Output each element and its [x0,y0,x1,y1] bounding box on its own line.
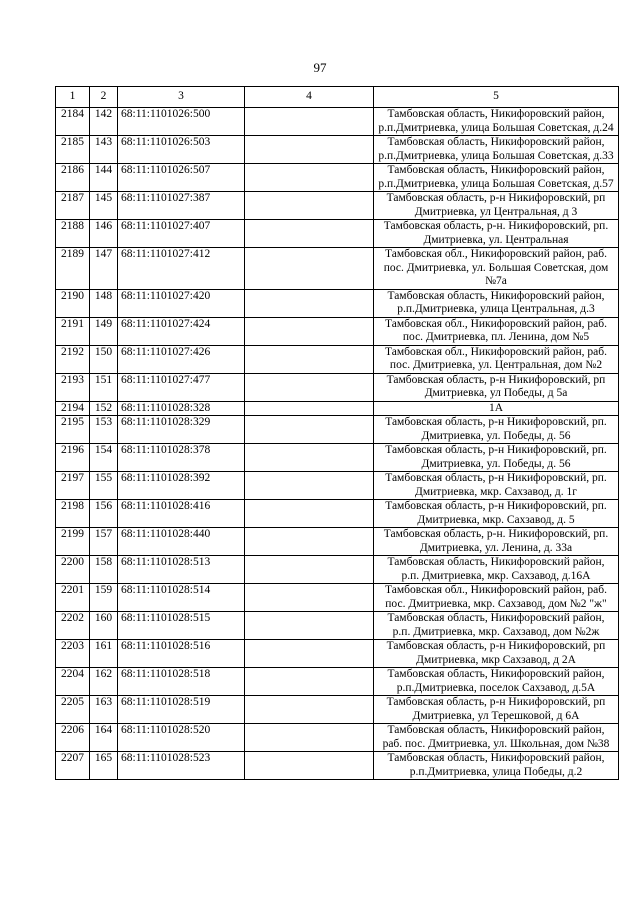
row-index: 163 [90,696,118,724]
row-index: 152 [90,401,118,416]
address: Тамбовская область, Никифоровский район, р.п.Дмитриевка, улица Большая Советская, д.24 [374,108,619,136]
column-4-cell [245,317,374,345]
address: Тамбовская область, Никифоровский район, р.п.Дмитриевка, улица Победы, д.2 [374,752,619,780]
table-row [56,317,619,345]
table-row [56,289,619,317]
table-row [56,528,619,556]
column-4-cell [245,612,374,640]
row-number: 2185 [56,136,90,164]
column-4-cell [245,164,374,192]
row-number: 2202 [56,612,90,640]
row-index: 148 [90,289,118,317]
cadastral-number: 68:11:1101028:440 [118,528,245,556]
address: Тамбовская область, Никифоровский район, р.п. Дмитриевка, мкр. Сахзавод, дом №2ж [374,612,619,640]
table-row [56,612,619,640]
address: Тамбовская область, Никифоровский район, раб. пос. Дмитриевка, ул. Школьная, дом №38 [374,724,619,752]
row-number: 2201 [56,584,90,612]
column-4-cell [245,373,374,401]
row-number: 2198 [56,500,90,528]
cadastral-number: 68:11:1101026:503 [118,136,245,164]
table-row [56,164,619,192]
table-row [56,444,619,472]
row-index: 149 [90,317,118,345]
row-index: 144 [90,164,118,192]
header-col-2: 2 [90,87,118,108]
cadastral-number: 68:11:1101026:507 [118,164,245,192]
column-4-cell [245,528,374,556]
row-number: 2196 [56,444,90,472]
address: Тамбовская область, Никифоровский район, р.п.Дмитриевка, поселок Сахзавод, д.5А [374,668,619,696]
column-4-cell [245,444,374,472]
column-4-cell [245,289,374,317]
row-index: 143 [90,136,118,164]
row-number: 2200 [56,556,90,584]
row-index: 145 [90,192,118,220]
address: Тамбовская область, Никифоровский район, р.п. Дмитриевка, мкр. Сахзавод, д.16А [374,556,619,584]
column-4-cell [245,248,374,290]
row-index: 157 [90,528,118,556]
address: Тамбовская обл., Никифоровский район, раб. пос. Дмитриевка, ул. Большая Советская, дом №7а [374,248,619,290]
cadastral-number: 68:11:1101026:500 [118,108,245,136]
address: Тамбовская обл., Никифоровский район, раб. пос. Дмитриевка, пл. Ленина, дом №5 [374,317,619,345]
table-row [56,345,619,373]
cadastral-number: 68:11:1101027:426 [118,345,245,373]
row-number: 2191 [56,317,90,345]
cadastral-number: 68:11:1101028:329 [118,416,245,444]
row-number: 2199 [56,528,90,556]
address: Тамбовская область, Никифоровский район, р.п.Дмитриевка, улица Большая Советская, д.57 [374,164,619,192]
cadastral-number: 68:11:1101028:514 [118,584,245,612]
column-4-cell [245,640,374,668]
table-row [56,696,619,724]
row-index: 165 [90,752,118,780]
column-4-cell [245,556,374,584]
row-index: 147 [90,248,118,290]
row-number: 2190 [56,289,90,317]
table-row [56,373,619,401]
address: Тамбовская область, р-н Никифоровский, рп Дмитриевка, ул Терешковой, д 6А [374,696,619,724]
column-4-cell [245,220,374,248]
row-index: 158 [90,556,118,584]
address: Тамбовская область, р-н. Никифоровский, рп. Дмитриевка, ул. Ленина, д. 33а [374,528,619,556]
cadastral-number: 68:11:1101028:520 [118,724,245,752]
row-number: 2195 [56,416,90,444]
address: Тамбовская область, р-н Никифоровский, рп Дмитриевка, ул Центральная, д 3 [374,192,619,220]
row-index: 160 [90,612,118,640]
row-number: 2192 [56,345,90,373]
address: Тамбовская область, р-н Никифоровский, рп. Дмитриевка, ул. Победы, д. 56 [374,416,619,444]
cadastral-number: 68:11:1101027:387 [118,192,245,220]
table-body [56,108,619,780]
row-index: 159 [90,584,118,612]
table-row [56,752,619,780]
row-number: 2205 [56,696,90,724]
cadastral-number: 68:11:1101028:392 [118,472,245,500]
row-index: 150 [90,345,118,373]
address: Тамбовская область, р-н Никифоровский, рп. Дмитриевка, ул. Победы, д. 56 [374,444,619,472]
row-number: 2189 [56,248,90,290]
header-col-5: 5 [374,87,619,108]
column-4-cell [245,668,374,696]
row-number: 2207 [56,752,90,780]
address: Тамбовская область, р-н Никифоровский, рп. Дмитриевка, мкр. Сахзавод, д. 1г [374,472,619,500]
column-4-cell [245,696,374,724]
cadastral-number: 68:11:1101027:412 [118,248,245,290]
cadastral-number: 68:11:1101027:424 [118,317,245,345]
table-row [56,500,619,528]
column-4-cell [245,192,374,220]
column-4-cell [245,584,374,612]
row-number: 2187 [56,192,90,220]
header-col-3: 3 [118,87,245,108]
address: Тамбовская обл., Никифоровский район, раб. пос. Дмитриевка, ул. Центральная, дом №2 [374,345,619,373]
cadastral-number: 68:11:1101028:518 [118,668,245,696]
column-4-cell [245,752,374,780]
address: Тамбовская область, р-н. Никифоровский, рп. Дмитриевка, ул. Центральная [374,220,619,248]
row-index: 146 [90,220,118,248]
row-index: 151 [90,373,118,401]
cadastral-number: 68:11:1101028:515 [118,612,245,640]
table-row [56,472,619,500]
cadastral-number: 68:11:1101027:407 [118,220,245,248]
column-4-cell [245,724,374,752]
column-4-cell [245,500,374,528]
column-4-cell [245,108,374,136]
row-number: 2188 [56,220,90,248]
table-row [56,220,619,248]
row-number: 2204 [56,668,90,696]
row-number: 2186 [56,164,90,192]
address: Тамбовская область, р-н Никифоровский, рп. Дмитриевка, мкр. Сахзавод, д. 5 [374,500,619,528]
table-row [56,136,619,164]
cadastral-number: 68:11:1101028:523 [118,752,245,780]
table-row [56,192,619,220]
address: Тамбовская обл., Никифоровский район, раб. пос. Дмитриевка, мкр. Сахзавод, дом №2 "ж" [374,584,619,612]
header-row [56,87,619,108]
cadastral-number: 68:11:1101027:420 [118,289,245,317]
column-4-cell [245,472,374,500]
row-index: 153 [90,416,118,444]
row-number: 2193 [56,373,90,401]
row-index: 156 [90,500,118,528]
table-row [56,401,619,416]
row-index: 155 [90,472,118,500]
table-row [56,640,619,668]
cadastral-number: 68:11:1101028:519 [118,696,245,724]
table-row [56,556,619,584]
row-number: 2194 [56,401,90,416]
cadastral-number: 68:11:1101028:328 [118,401,245,416]
row-index: 162 [90,668,118,696]
cadastral-number: 68:11:1101028:416 [118,500,245,528]
address: Тамбовская область, р-н Никифоровский, рп Дмитриевка, мкр Сахзавод, д 2А [374,640,619,668]
row-number: 2184 [56,108,90,136]
cadastral-number: 68:11:1101028:516 [118,640,245,668]
row-number: 2197 [56,472,90,500]
address: Тамбовская область, р-н Никифоровский, рп Дмитриевка, ул Победы, д 5а [374,373,619,401]
cadastral-number: 68:11:1101028:513 [118,556,245,584]
row-index: 154 [90,444,118,472]
address: Тамбовская область, Никифоровский район, р.п.Дмитриевка, улица Большая Советская, д.33 [374,136,619,164]
table-row [56,248,619,290]
header-col-1: 1 [56,87,90,108]
cadastral-number: 68:11:1101028:378 [118,444,245,472]
table-row [56,416,619,444]
row-number: 2206 [56,724,90,752]
row-index: 142 [90,108,118,136]
registry-table [55,86,619,780]
column-4-cell [245,136,374,164]
column-4-cell [245,401,374,416]
row-number: 2203 [56,640,90,668]
address: 1А [374,401,619,416]
page-number: 97 [313,60,327,75]
cadastral-number: 68:11:1101027:477 [118,373,245,401]
table-row [56,724,619,752]
row-index: 164 [90,724,118,752]
table-row [56,108,619,136]
address: Тамбовская область, Никифоровский район, р.п.Дмитриевка, улица Центральная, д.3 [374,289,619,317]
table-row [56,584,619,612]
header-col-4: 4 [245,87,374,108]
column-4-cell [245,416,374,444]
column-4-cell [245,345,374,373]
table-row [56,668,619,696]
row-index: 161 [90,640,118,668]
